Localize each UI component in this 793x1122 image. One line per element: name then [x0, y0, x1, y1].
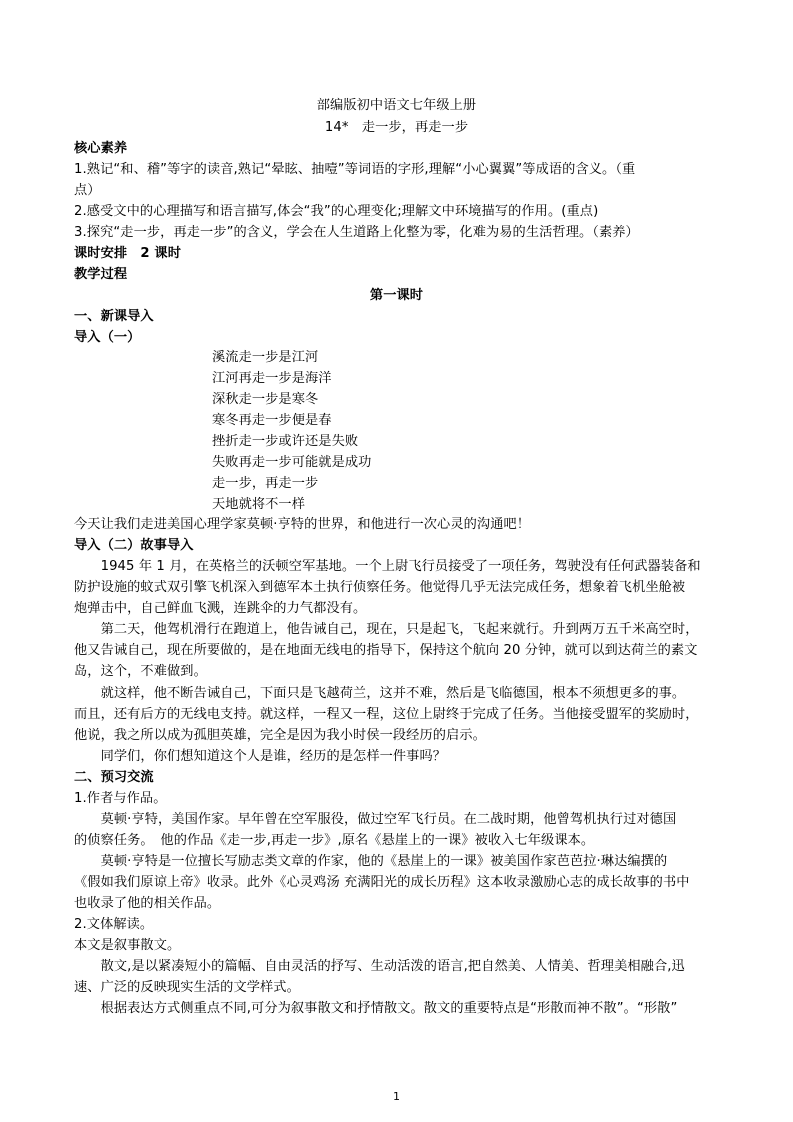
- author-line: 莫顿·亨特，美国作家。早年曾在空军服役，做过空军飞行员。在二战时期，他曾驾机执行过对德国: [74, 812, 677, 827]
- core-item-1: 1.熟记“和、稽”等字的读音,熟记“晕眩、抽噎”等词语的字形,理解“小心翼翼”等成语的含义。（重: [74, 162, 636, 177]
- document-title: 部编版初中语文七年级上册: [316, 98, 477, 113]
- lesson-title: 14* 走一步，再走一步: [324, 120, 469, 135]
- story-question: 同学们，你们想知道这个人是谁，经历的是怎样一件事吗？: [74, 749, 447, 764]
- poem-line: 江河再走一步是海洋: [212, 371, 332, 386]
- story-line: 而且，还有后方的无线电支持。就这样，一程又一程，这位上尉终于完成了任务。当他接受盟军的奖励时，: [74, 707, 699, 722]
- page-number: 1: [393, 1090, 400, 1103]
- poem-line: 挫折走一步或许还是失败: [212, 434, 359, 449]
- section-2-heading: 二、预习交流: [74, 770, 154, 785]
- poem-line: 走一步，再走一步: [212, 476, 319, 491]
- poem-line: 溪流走一步是江河: [212, 350, 319, 365]
- core-item-3: 3.探究“走一步，再走一步”的含义，学会在人生道路上化整为零，化难为易的生活哲理。（素养）: [74, 225, 639, 240]
- author-line: 莫顿·亨特是一位擅长写励志类文章的作家，他的《悬崖上的一课》被美国作家芭芭拉·琳达编撰的: [74, 854, 668, 869]
- poem-line: 深秋走一步是寒冬: [212, 392, 319, 407]
- genre-line: 根据表达方式侧重点不同,可分为叙事散文和抒情散文。散文的重要特点是“形散而神不散”。“形散”: [74, 1001, 678, 1016]
- core-item-1-cont: 点）: [74, 183, 101, 198]
- core-heading: 核心素养: [74, 141, 128, 156]
- story-line: 炮弹击中，自己鲜血飞溅，连跳伞的力气都没有。: [74, 601, 367, 616]
- process-heading: 教学过程: [74, 267, 128, 282]
- story-line: 第二天，他驾机滑行在跑道上，他告诫自己，现在，只是起飞，飞起来就行。升到两万五千米高空时，: [74, 622, 699, 637]
- author-heading: 1.作者与作品。: [74, 791, 167, 806]
- core-item-2: 2.感受文中的心理描写和语言描写,体会“我”的心理变化;理解文中环境描写的作用。(重点): [74, 204, 599, 219]
- genre-line: 本文是叙事散文。: [74, 938, 181, 953]
- genre-line: 散文,是以紧凑短小的篇幅、自由灵活的抒写、生动活泼的语言,把自然美、人情美、哲理美相融合,迅: [74, 959, 685, 974]
- intro-2-heading: 导入（二）故事导入: [74, 538, 194, 553]
- intro-1-closing: 今天让我们走进美国心理学家莫顿·亨特的世界，和他进行一次心灵的沟通吧！: [74, 517, 531, 532]
- poem-line: 寒冬再走一步便是春: [212, 413, 332, 428]
- section-1-heading: 一、新课导入: [74, 309, 154, 324]
- story-line: 他又告诫自己，现在所要做的，是在地面无线电的指导下，保持这个航向 20 分钟，就可以到达荷兰的素文: [74, 643, 698, 658]
- genre-heading: 2.文体解读。: [74, 917, 154, 932]
- story-line: 1945 年 1 月，在英格兰的沃顿空军基地。一个上尉飞行员接受了一项任务，驾驶没有任何武器装备和: [74, 559, 701, 574]
- story-line: 防护设施的蚊式双引擎飞机深入到德军本土执行侦察任务。他觉得几乎无法完成任务，想象着飞机坐舱被: [74, 580, 686, 595]
- story-line: 就这样，他不断告诫自己，下面只是飞越荷兰，这并不难，然后是飞临德国，根本不须想更多的事。: [74, 686, 686, 701]
- poem-line: 失败再走一步可能就是成功: [212, 455, 372, 470]
- intro-1-heading: 导入（一）: [74, 330, 141, 345]
- genre-line: 速、广泛的反映现实生活的文学样式。: [74, 980, 300, 995]
- schedule-heading: 课时安排 2 课时: [74, 246, 181, 261]
- lesson-one-heading: 第一课时: [369, 288, 424, 303]
- story-line: 他说，我之所以成为孤胆英雄，完全是因为我小时侯一段经历的启示。: [74, 728, 486, 743]
- story-line: 岛，这个，不难做到。: [74, 664, 207, 679]
- author-line: 《假如我们原谅上帝》收录。此外《心灵鸡汤 充满阳光的成长历程》这本收录激励心志的成长故事的书中: [74, 875, 690, 890]
- author-line: 也收录了他的相关作品。: [74, 896, 221, 911]
- author-line: 的侦察任务。 他的作品《走一步,再走一步》,原名《悬崖上的一课》被收入七年级课本。: [74, 833, 595, 848]
- poem-line: 天地就将不一样: [212, 497, 306, 512]
